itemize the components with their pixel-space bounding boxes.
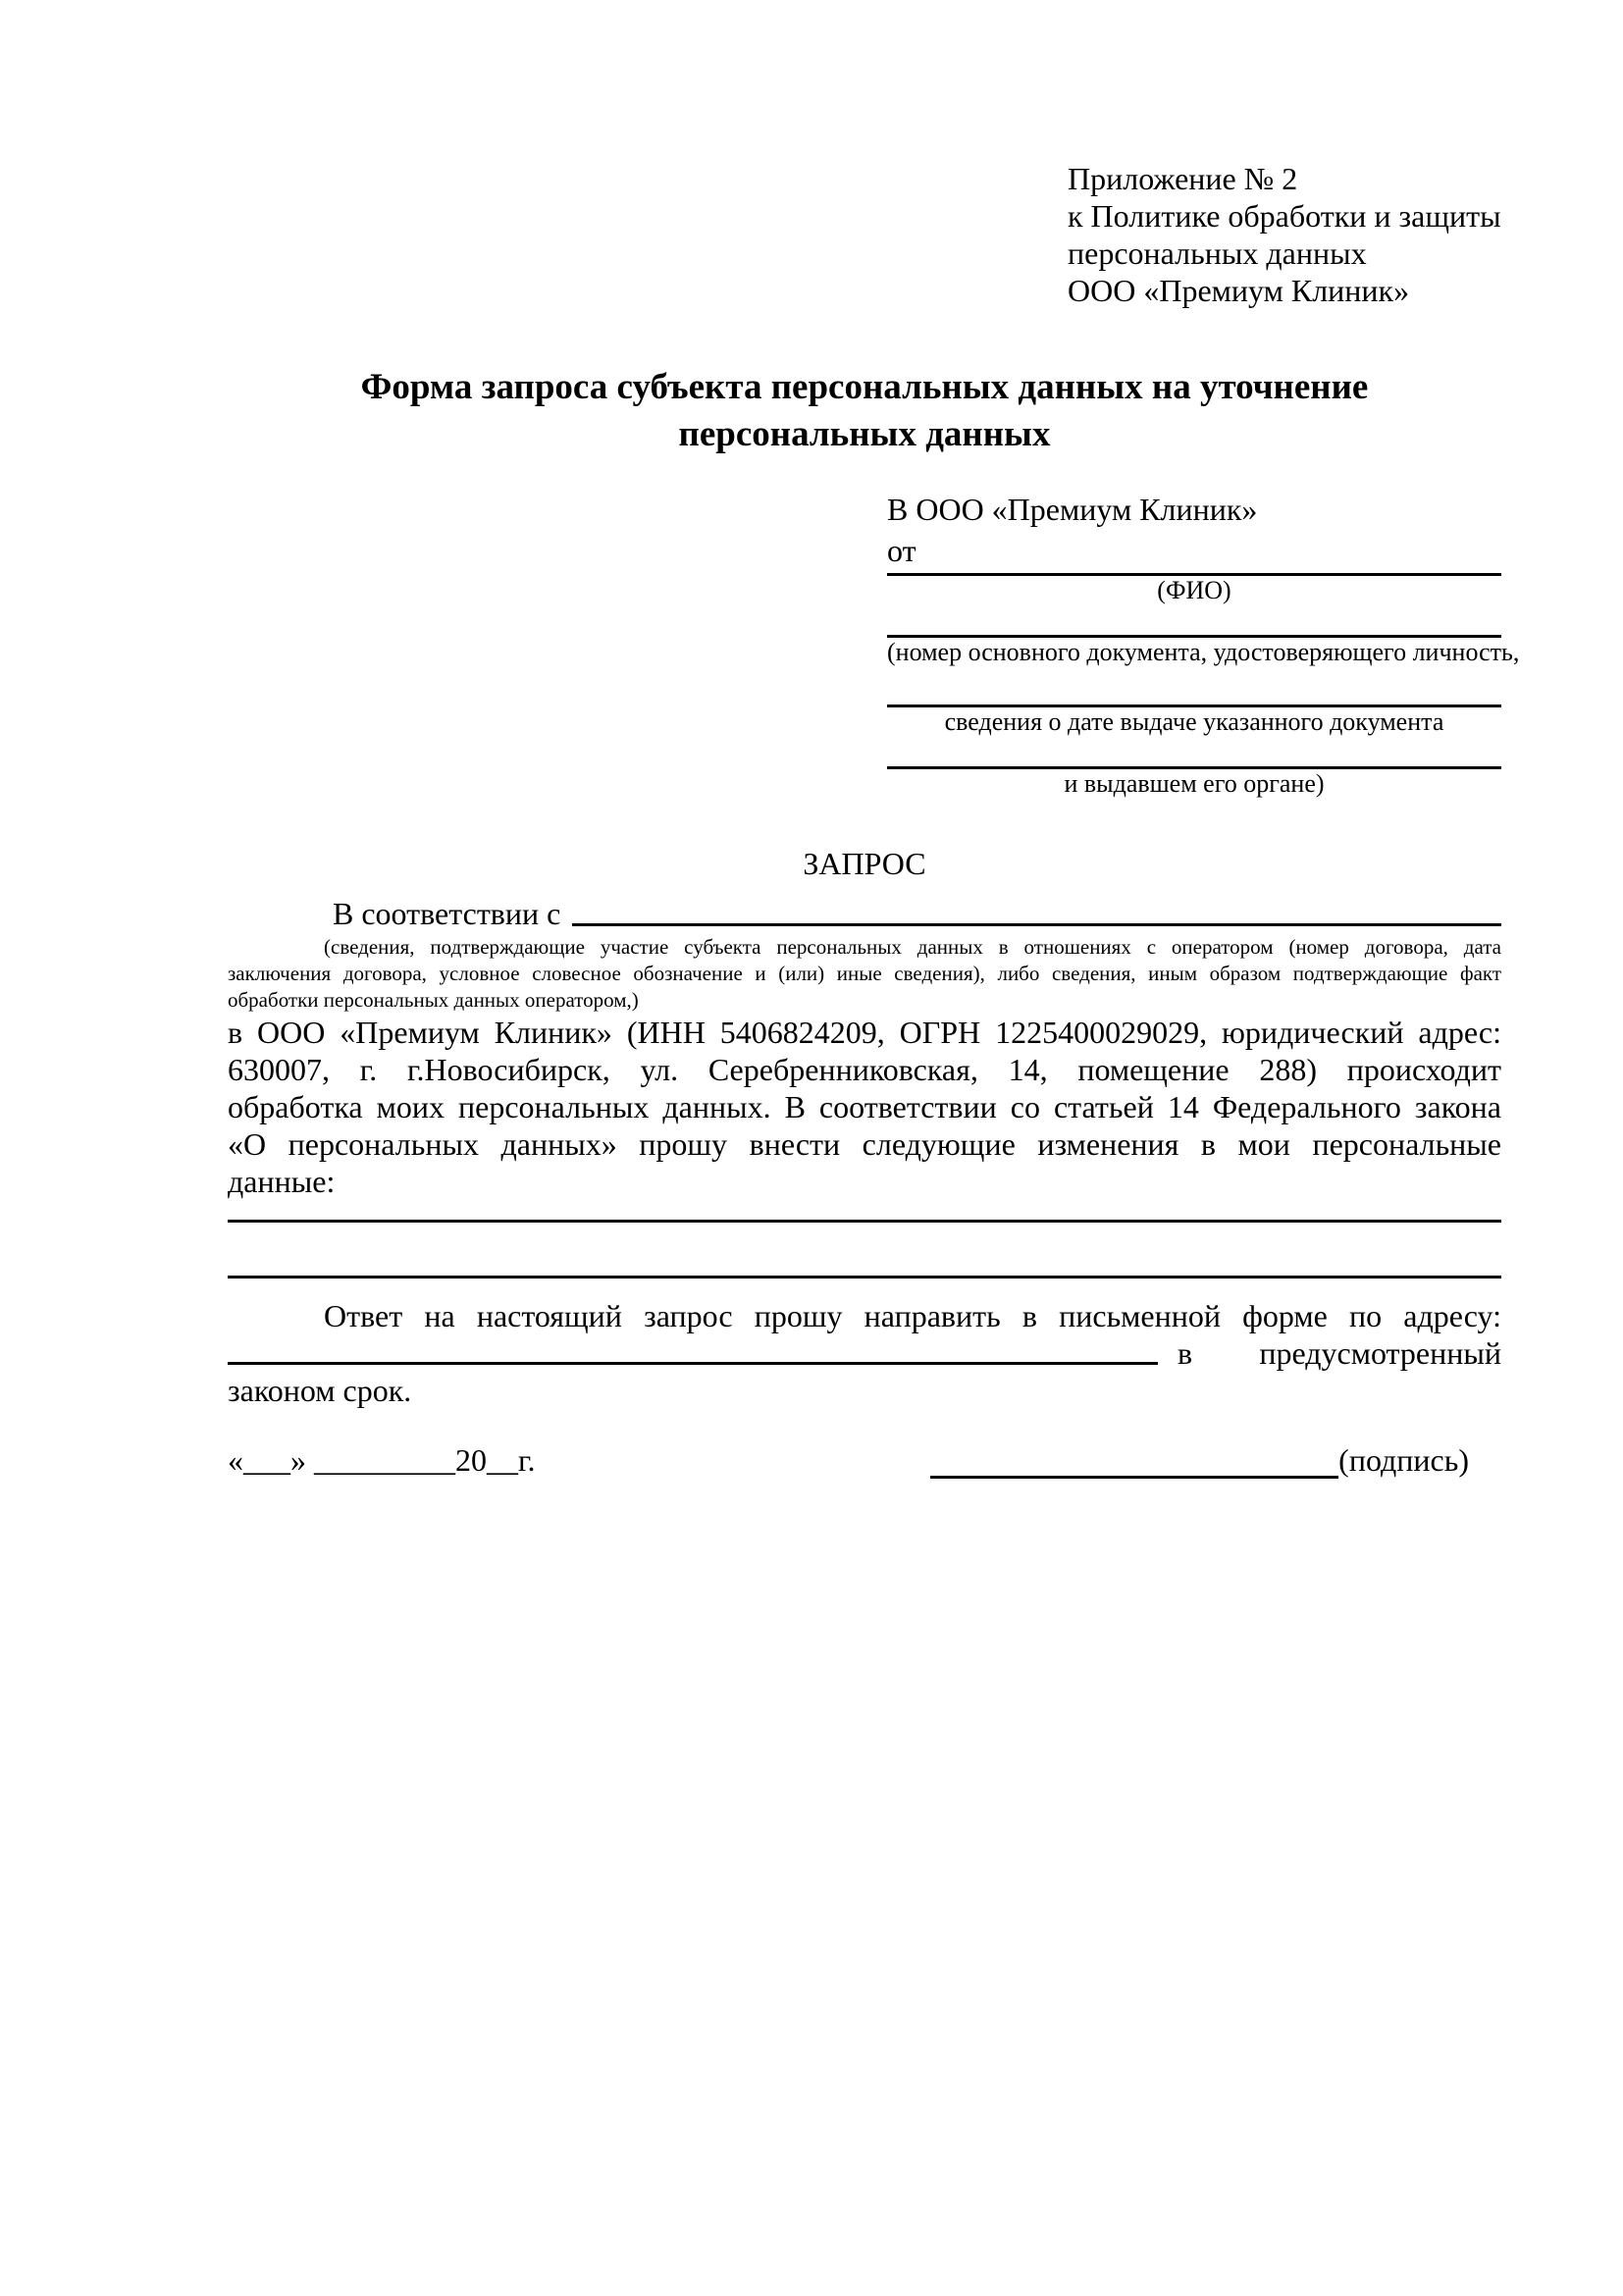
date-blank: «___» _________20__г. xyxy=(228,1442,536,1478)
reply-address-line xyxy=(228,1334,1501,1372)
addressee-to: В ООО «Премиум Клиник» xyxy=(887,492,1258,527)
note-line: (сведения, подтверждающие участие субъекта персональных данных в отношениях с оператором (номер договора, дата xyxy=(324,935,1501,959)
date-signature-row xyxy=(228,1441,1501,1479)
document-title xyxy=(228,364,1501,458)
issue-date-caption: сведения о дате выдаче указанного документа xyxy=(944,707,1444,736)
signature-group xyxy=(930,1441,1469,1479)
issue-date-field xyxy=(887,704,1501,737)
intro-prefix: В соответствии с xyxy=(333,896,561,931)
reply-paragraph xyxy=(228,1297,1501,1409)
fio-caption: (ФИО) xyxy=(1157,576,1231,604)
reply-line: законом срок. xyxy=(228,1373,412,1408)
signature-blank-line xyxy=(930,1446,1338,1479)
addressee-block xyxy=(887,489,1520,799)
fio-field xyxy=(887,573,1501,605)
body-line: данные: xyxy=(228,1164,336,1199)
changes-blank-line-2 xyxy=(228,1276,1501,1278)
note-line: обработки персональных данных оператором,) xyxy=(228,988,639,1012)
body-line: 630007, г. г.Новосибирск, ул. Серебренниковская, 14, помещение 288) происходит xyxy=(228,1052,1501,1087)
appendix-line: Приложение № 2 xyxy=(1068,161,1298,196)
addressee-from-label: от xyxy=(887,533,916,568)
issuing-authority-field xyxy=(887,766,1501,799)
note-paragraph xyxy=(228,934,1501,1014)
reply-word: в xyxy=(1178,1335,1193,1371)
appendix-line: ООО «Премиум Клиник» xyxy=(1068,273,1410,308)
intro-line xyxy=(228,895,1501,932)
document-number-caption: (номер основного документа, удостоверяющего личность, xyxy=(887,638,1520,666)
body-line: обработка моих персональных данных. В соответствии со статьей 14 Федерального закона xyxy=(228,1089,1501,1124)
document-title-line: персональных данных xyxy=(678,414,1051,454)
document-title-line: Форма запроса субъекта персональных данных на уточнение xyxy=(360,367,1369,407)
issuing-authority-caption: и выдавшем его органе) xyxy=(1064,769,1325,798)
changes-blank-line-1 xyxy=(228,1220,1501,1223)
appendix-header xyxy=(1068,160,1511,309)
body-line: «О персональных данных» прошу внести следующие изменения в мои персональные xyxy=(228,1126,1501,1162)
body-paragraph xyxy=(228,1014,1501,1200)
note-line: заключения договора, условное словесное обозначение и (или) иные сведения), либо сведения, иным образом подтверждающие факт xyxy=(228,962,1501,985)
address-blank-line xyxy=(228,1334,1158,1365)
reply-line: Ответ на настоящий запрос прошу направить в письменной форме по адресу: xyxy=(324,1298,1501,1333)
appendix-line: персональных данных xyxy=(1068,235,1367,271)
body-line: в ООО «Премиум Клиник» (ИНН 5406824209, ОГРН 1225400029029, юридический адрес: xyxy=(228,1015,1501,1050)
signature-caption: (подпись) xyxy=(1338,1442,1469,1478)
appendix-line: к Политике обработки и защиты xyxy=(1068,198,1501,234)
intro-blank-line xyxy=(572,923,1501,926)
document-number-field xyxy=(887,635,1520,667)
reply-word: предусмотренный xyxy=(1259,1335,1501,1371)
request-heading: ЗАПРОС xyxy=(803,846,926,881)
